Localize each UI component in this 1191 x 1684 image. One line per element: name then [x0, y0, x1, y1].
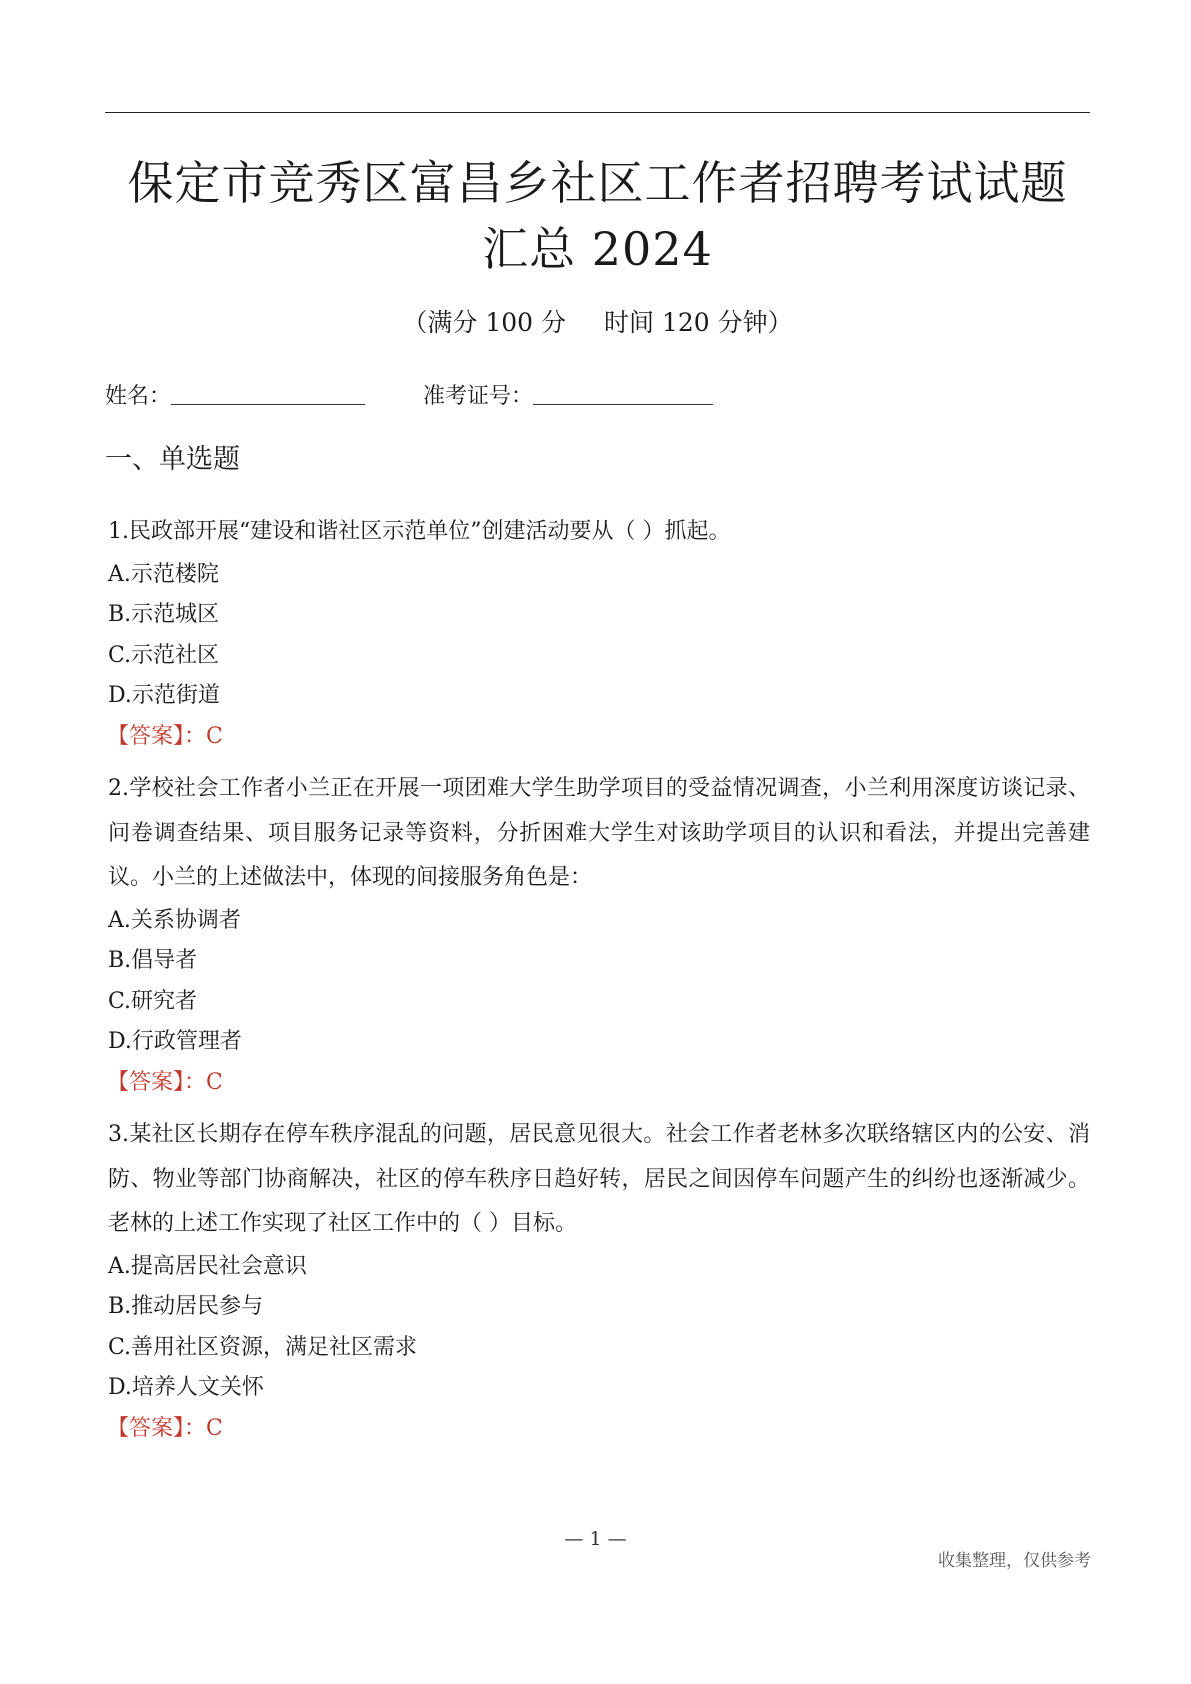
option-d: D.示范街道: [108, 683, 220, 708]
answer-value: C: [206, 1069, 223, 1095]
name-blank[interactable]: [171, 380, 365, 405]
option-c: C.研究者: [108, 988, 198, 1014]
answer-label: 【答案】：: [107, 1069, 207, 1095]
answer-value: C: [206, 1415, 223, 1441]
answer-label: 【答案】：: [107, 723, 207, 749]
footer-note: 收集整理，仅供参考: [938, 1551, 1091, 1571]
header-rule: [105, 112, 1090, 113]
candidate-info: [105, 380, 713, 414]
option-b: B.推动居民参与: [108, 1294, 264, 1319]
option-b: B.示范城区: [108, 602, 220, 627]
option-a: A.示范楼院: [108, 561, 219, 587]
option-d: D.行政管理者: [108, 1029, 242, 1054]
title-line-1: 保定市竞秀区富昌乡社区工作者招聘考试试题: [127, 156, 1068, 210]
question-item: [108, 510, 1090, 757]
question-item: [108, 1113, 1090, 1449]
option-c: C.示范社区: [108, 642, 220, 668]
section-heading: 一、单选题: [105, 444, 240, 475]
question-list: [108, 510, 1090, 1459]
document-title: [105, 150, 1090, 282]
question-stem: 2.学校社会工作者小兰正在开展一项团难大学生助学项目的受益情况调查，小兰利用深度访谈记录、问卷调查结果、项目服务记录等资料，分折困难大学生对该助学项目的认识和看法，并提出完善建议。小兰的上述做法中，体现的间接服务角色是：: [108, 776, 1090, 890]
full-score-text: （满分 100 分: [402, 308, 566, 337]
exam-meta: [105, 306, 1090, 340]
time-limit-text: 时间 120 分钟）: [604, 308, 793, 337]
option-a: A.提高居民社会意识: [108, 1253, 307, 1279]
question-stem: 3.某社区长期存在停车秩序混乱的问题，居民意见很大。社会工作者老林多次联络辖区内的公安、消防、物业等部门协商解决，社区的停车秩序日趋好转，居民之间因停车问题产生的纠纷也逐渐减少。老林的上述工作实现了社区工作中的（ ）目标。: [108, 1122, 1090, 1236]
exam-id-label: 准考证号：: [423, 384, 534, 409]
answer-line: [108, 717, 1090, 758]
answer-line: [108, 1409, 1090, 1450]
option-a: A.关系协调者: [108, 907, 241, 933]
title-line-2: 汇总 2024: [482, 222, 713, 276]
page-number: — 1 —: [564, 1528, 627, 1550]
option-d: D.培养人文关怀: [108, 1375, 264, 1400]
answer-line: [108, 1063, 1090, 1104]
answer-label: 【答案】：: [107, 1415, 207, 1441]
question-item: [108, 767, 1090, 1103]
option-b: B.倡导者: [108, 948, 198, 973]
exam-id-blank[interactable]: [533, 380, 713, 405]
answer-value: C: [206, 723, 223, 749]
option-c: C.善用社区资源，满足社区需求: [108, 1334, 418, 1360]
question-stem: 1.民政部开展“建设和谐社区示范单位”创建活动要从（ ）抓起。: [108, 519, 731, 544]
name-label: 姓名：: [105, 384, 172, 409]
